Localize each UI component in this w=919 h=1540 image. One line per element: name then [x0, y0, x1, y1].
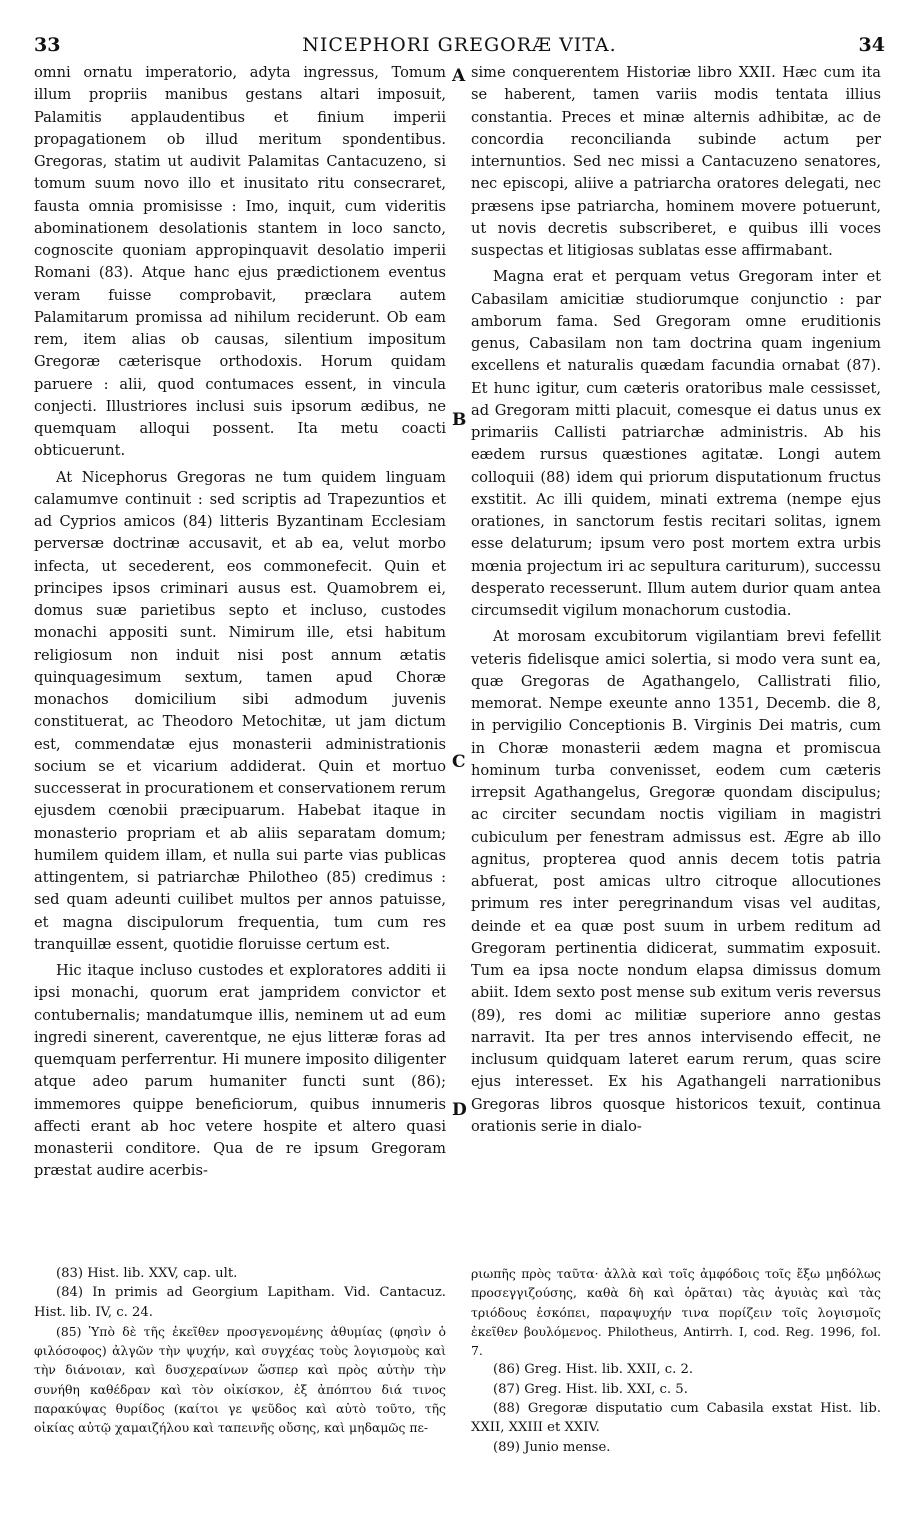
left-column: [34, 62, 446, 1183]
page-header: [34, 34, 885, 58]
right-paragraph-2: Magna erat et perquam vetus Gregoram inter et Cabasilam amicitiæ studiorumque conjunctio : par amborum fama. Sed Gregoram omne eruditionis genus, Cabasilam non tam doctrina quam ingenium excellens et naturalis quædam facundia ornabat (87). Et hunc igitur, cum cæteris oratoribus male cessisset, ad Gregoram mitti placuit, comesque ei datus unus ex primariis Callisti patriarchæ administris. Ab his eædem rursus quæstiones agitatæ. Longi autem colloquii (88) idem qui priorum disputationum fructus exstitit. Ac illi quidem, minati extrema (nempe ejus orationes, in sanctorum festis recitari solitas, ignem esse delaturum; ipsum vero post mortem extra urbis mœnia projectum iri ac sepultura cariturum), successu desperato recesserunt. Illum autem durior quam antea circumsedit vigilum monachorum custodia.: [471, 268, 881, 619]
left-paragraph-1: omni ornatu imperatorio, adyta ingressus, Tomum illum propriis manibus gestans altari imposuit, Palamitis applaudentibus et finium imperii propagationem ob illud meritum spondentibus. Gregoras, statim ut audivit Palamitas Cantacuzeno, si tomum suum novo illo et inusitato ritu consecraret, fausta omnia promisisse : Imo, inquit, cum videritis abominationem desolationis stantem in loco sancto, cognoscite quoniam appropinquavit desolatio imperii Romani (83). Atque hanc ejus prædictionem eventus veram fuisse comprobavit, præclara autem Palamitarum promissa ad nihilum reciderunt. Ob eam rem, item alias ob causas, silentium impositum Gregoræ cæterisque orthodoxis. Horum quidam paruere : alii, quod contumaces essent, in vincula conjecti. Illustriores inclusi suis ipsorum ædibus, ne quemquam alloqui possent. Ita metu coacti obticuerunt.: [34, 64, 446, 460]
margin-letter-b: B: [452, 410, 467, 430]
footnotes-left: [34, 1264, 446, 1438]
footnote-89: (89) Junio mense.: [493, 1439, 611, 1455]
running-title: NICEPHORI GREGORÆ VITA.: [302, 34, 617, 56]
footnote-84: (84) In primis ad Georgium Lapitham. Vid. Cantacuz. Hist. lib. IV, c. 24.: [34, 1285, 446, 1320]
margin-letter-c: C: [452, 752, 466, 772]
footnote-86: (86) Greg. Hist. lib. XXII, c. 2.: [493, 1362, 694, 1378]
right-paragraph-1: sime conquerentem Historiæ libro XXII. Hæc cum ita se haberent, tamen variis modis tentata illius constantia. Preces et minæ alternis adhibitæ, ac de concordia reconcilianda subinde actum per internuntios. Sed nec missi a Cantacuzeno senatores, nec episcopi, aliive a patriarcha oratores delegati, nec præsens ipse patriarcha, hominem movere potuerunt, ut novis decretis subscriberet, e quibus illi voces suspectas et litigiosas sublatas esse affirmabant.: [471, 64, 881, 259]
footnote-87: (87) Greg. Hist. lib. XXI, c. 5.: [493, 1381, 688, 1397]
footnote-85: (85) Ὑπὸ δὲ τῆς ἐκεῖθεν προσγενομένης ἀθυμίας (φησὶν ὁ φιλόσοφος) ἀλγῶν τὴν ψυχήν, καὶ συγχέας τοὺς λογισμοὺς καὶ τὴν διάνοιαν, καὶ δυσχεραίνων ὥσπερ καὶ πρὸς αὐτὴν τὴν συνήθη καθέδραν καὶ τὸν οἰκίσκον, ἐξ ἀπόπτου διά τινος παρακύψας θυρίδος (καίτοι γε ψεῦδος καὶ αὐτὸ τοῦτο, τῆς οἰκίας αὐτῷ χαμαιζήλου καὶ ταπεινῆς οὔσης, καὶ μηδαμῶς πε-: [34, 1323, 446, 1436]
left-paragraph-3: Hic itaque incluso custodes et exploratores additi ii ipsi monachi, quorum erat jampridem convictor et contubernalis; mandatumque illis, neminem ut ad eum ingredi sinerent, caverentque, ne ejus litteræ foras ad quemquam perferrentur. Hi munere imposito diligenter atque adeo parum humaniter functi sunt (86); immemores quippe beneficiorum, quibus innumeris affecti erant ab hoc vetere hospite et altero quasi monasterii conditore. Qua de re ipsum Gregoram præstat audire acerbis-: [34, 962, 446, 1180]
margin-letter-d: D: [452, 1100, 467, 1120]
page-number-right: 34: [858, 34, 885, 56]
left-paragraph-2: At Nicephorus Gregoras ne tum quidem linguam calamumve continuit : sed scriptis ad Trapezuntios et ad Cyprios amicos (84) litteris Byzantinam Ecclesiam perversæ doctrinæ accusavit, et ab ea, velut morbo infecta, ut secederent, eos commonefecit. Quin et principes ipsos criminari ausus est. Quamobrem ei, domus suæ parietibus septo et incluso, custodes monachi appositi sunt. Nimirum ille, etsi habitum religiosum non induit nisi post annum ætatis quinquagesimum sextum, tamen apud Choræ monachos domicilium sibi admodum juvenis constituerat, ac Theodoro Metochitæ, ut jam dictum est, commendatæ ejus monasterii administrationis socium se et vicarium addiderat. Quin et mortuo successerat in procurationem et conservationem rerum ejusdem cœnobii præcipuarum. Habebat itaque in monasterio propriam et ab aliis separatam domum; humilem quidem illam, et nulla sui parte vias publicas attingentem, si patriarchæ Philotheo (85) credimus : sed quam adeunti cuilibet multos per annos patuisse, et magna discipulorum frequentia, tum cum res tranquillæ essent, quotidie floruisse certum est.: [34, 468, 446, 953]
footnotes-right: [471, 1264, 881, 1457]
right-paragraph-3: At morosam excubitorum vigilantiam brevi fefellit veteris fidelisque amici solertia, si modo vera sunt ea, quæ Gregoras de Agathangelo, Callistrati filio, memorat. Nempe exeunte anno 1351, Decemb. die 8, in pervigilio Conceptionis B. Virginis Dei matris, cum in Choræ monasterii ædem magna et promiscua hominum turba convenisset, eodem cum cæteris irrepsit Agathangelus, Gregoræ quondam discipulus; ac circiter secundam noctis vigiliam in magistri cubiculum per fenestram admissus est. Ægre ab illo agnitus, propterea quod annis decem totis patria abfuerat, post amicas ultro citroque allocutiones primum res inter peregrinandum visas vel auditas, deinde et ea quæ post suum in urbem reditum ad Gregoram pertinentia didicerat, summatim exposuit. Tum ea ipsa nocte nondum elapsa dimissus domum abiit. Idem sexto post mense sub exitum veris reversus (89), res domi ac militiæ superiore anno gestas narravit. Ita per tres annos intervisendo effecit, ne inclusum quidquam lateret earum rerum, quas scire ejus interesset. Ex his Agathangeli narrationibus Gregoras libros quosque historicos texuit, continua orationis serie in dialo-: [471, 628, 881, 1135]
right-column: [471, 62, 881, 1138]
margin-letter-a: A: [452, 66, 466, 86]
footnote-83: (83) Hist. lib. XXV, cap. ult.: [56, 1266, 238, 1281]
footnote-88: (88) Gregoræ disputatio cum Cabasila exstat Hist. lib. XXII, XXIII et XXIV.: [471, 1401, 881, 1436]
page-number-left: 33: [34, 34, 61, 56]
footnote-85-continuation: ριωπῆς πρὸς ταῦτα· ἀλλὰ καὶ τοῖς ἀμφόδοις τοῖς ἔξω μηδόλως προσεγγιζούσης, καθὰ δὴ καὶ ὁρᾶται) τὰς ἀγυιὰς καὶ τὰς τριόδους ἐσκόπει, παραψυχήν τινα πορίζειν τοῖς λογισμοῖς ἐκεῖθεν βουλόμενος. Philotheus, Antirrh. I, cod. Reg. 1996, fol. 7.: [471, 1266, 881, 1359]
